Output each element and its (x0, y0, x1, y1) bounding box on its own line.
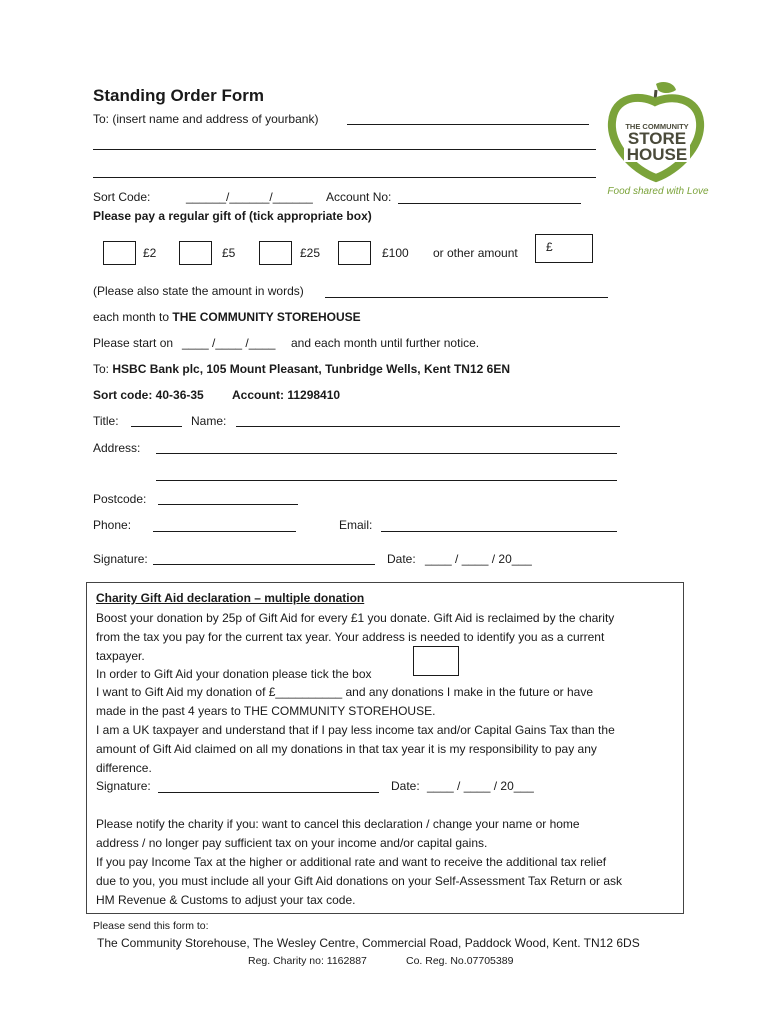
footer-company-no: Co. Reg. No.07705389 (406, 955, 514, 967)
gift-aid-note: HM Revenue & Customs to adjust your tax code. (96, 893, 356, 907)
address-field-1[interactable] (156, 453, 617, 454)
gift-aid-signature-field[interactable] (158, 792, 379, 793)
amount-words-field[interactable] (325, 297, 608, 298)
footer-address: The Community Storehouse, The Wesley Centre, Commercial Road, Paddock Wood, Kent. TN12 6DS (97, 936, 640, 950)
gift-aid-date-field[interactable]: ____ / ____ / 20___ (427, 779, 534, 793)
gift-aid-note: address / no longer pay sufficient tax on your income and/or capital gains. (96, 836, 488, 850)
charity-name: THE COMMUNITY STOREHOUSE (172, 310, 361, 324)
gift-aid-note: Please notify the charity if you: want to cancel this declaration / change your name or home (96, 817, 580, 831)
other-amount-field[interactable]: £ (535, 234, 593, 263)
phone-label: Phone: (93, 518, 132, 532)
gift-aid-declaration (86, 582, 684, 914)
gift-aid-tick-box[interactable] (413, 646, 459, 676)
amount-25-label: £25 (300, 246, 321, 260)
bank-address-field-2[interactable] (93, 177, 596, 178)
title-field[interactable] (131, 426, 182, 427)
logo-line1: THE COMMUNITY (625, 122, 689, 131)
date-label: Date: (387, 552, 416, 566)
gift-aid-date-label: Date: (391, 779, 420, 793)
gift-aid-note: If you pay Income Tax at the higher or additional rate and want to receive the additional tax relief (96, 855, 607, 869)
amount-5-label: £5 (222, 246, 236, 260)
signature-field[interactable] (153, 564, 375, 565)
amount-5-checkbox[interactable] (179, 241, 212, 265)
bank-to-line (93, 362, 510, 376)
each-month-text (93, 310, 361, 324)
sort-code-field[interactable]: ______/______/______ (186, 190, 313, 204)
start-label: Please start on (93, 336, 174, 350)
bank-name-field[interactable] (347, 124, 589, 125)
apple-leaf-shape (656, 82, 676, 93)
gift-aid-line: taxpayer. (96, 649, 145, 663)
signature-label: Signature: (93, 552, 148, 566)
gift-aid-line: amount of Gift Aid claimed on all my donations in that tax year it is my responsibility to pay any (96, 742, 597, 756)
gift-aid-line: from the tax you pay for the current tax year. Your address is needed to identify you as a current (96, 630, 605, 644)
account-no-field[interactable] (398, 203, 581, 204)
other-amount-label: or other amount (433, 246, 518, 260)
account-no-label: Account No: (326, 190, 392, 204)
date-field[interactable]: ____ / ____ / 20___ (425, 552, 532, 566)
phone-field[interactable] (153, 531, 296, 532)
account-value: Account: 11298410 (232, 388, 341, 402)
amount-2-label: £2 (143, 246, 157, 260)
postcode-label: Postcode: (93, 492, 147, 506)
amount-100-label: £100 (382, 246, 409, 260)
logo-line3: HOUSE (626, 145, 688, 164)
gift-aid-note: due to you, you must include all your Gift Aid donations on your Self-Assessment Tax Return or ask (96, 874, 623, 888)
amount-words-label: (Please also state the amount in words) (93, 284, 304, 298)
gift-aid-line: I want to Gift Aid my donation of £__________ and any donations I make in the future or have (96, 685, 593, 699)
logo-tagline: Food shared with Love (607, 186, 709, 197)
form-title: Standing Order Form (93, 86, 264, 105)
address-label: Address: (93, 441, 141, 455)
gift-aid-signature-label: Signature: (96, 779, 151, 793)
regular-gift-label: Please pay a regular gift of (tick appropriate box) (93, 209, 372, 223)
name-field[interactable] (236, 426, 620, 427)
gift-aid-heading: Charity Gift Aid declaration – multiple donation (96, 591, 365, 605)
postcode-field[interactable] (158, 504, 298, 505)
payee-bank-address: HSBC Bank plc, 105 Mount Pleasant, Tunbridge Wells, Kent TN12 6EN (112, 362, 510, 376)
each-month-prefix: each month to (93, 310, 170, 324)
start-suffix: and each month until further notice. (291, 336, 480, 350)
address-field-2[interactable] (156, 480, 617, 481)
email-label: Email: (339, 518, 373, 532)
gift-aid-line: made in the past 4 years to THE COMMUNITY STOREHOUSE. (96, 704, 436, 718)
amount-100-checkbox[interactable] (338, 241, 371, 265)
sort-code-label: Sort Code: (93, 190, 151, 204)
start-date-field[interactable]: ____ /____ /____ (182, 336, 276, 350)
footer-send-to: Please send this form to: (93, 920, 209, 932)
gift-aid-line: difference. (96, 761, 152, 775)
amount-25-checkbox[interactable] (259, 241, 292, 265)
to-prefix: To: (93, 362, 110, 376)
name-label: Name: (191, 414, 227, 428)
bank-address-field-1[interactable] (93, 149, 596, 150)
community-storehouse-logo (600, 80, 720, 200)
amount-2-checkbox[interactable] (103, 241, 136, 265)
gift-aid-line: I am a UK taxpayer and understand that if I pay less income tax and/or Capital Gains Tax than the (96, 723, 615, 737)
email-field[interactable] (381, 531, 617, 532)
gift-aid-line: Boost your donation by 25p of Gift Aid for every £1 you donate. Gift Aid is reclaimed by the charity (96, 611, 615, 625)
footer-charity-no: Reg. Charity no: 1162887 (248, 955, 367, 967)
sort-code-value: Sort code: 40-36-35 (93, 388, 204, 402)
bank-to-label: To: (insert name and address of yourbank) (93, 112, 319, 126)
title-label: Title: (93, 414, 119, 428)
logo-line2: STORE (627, 129, 687, 148)
gift-aid-line: In order to Gift Aid your donation please tick the box (96, 667, 372, 681)
